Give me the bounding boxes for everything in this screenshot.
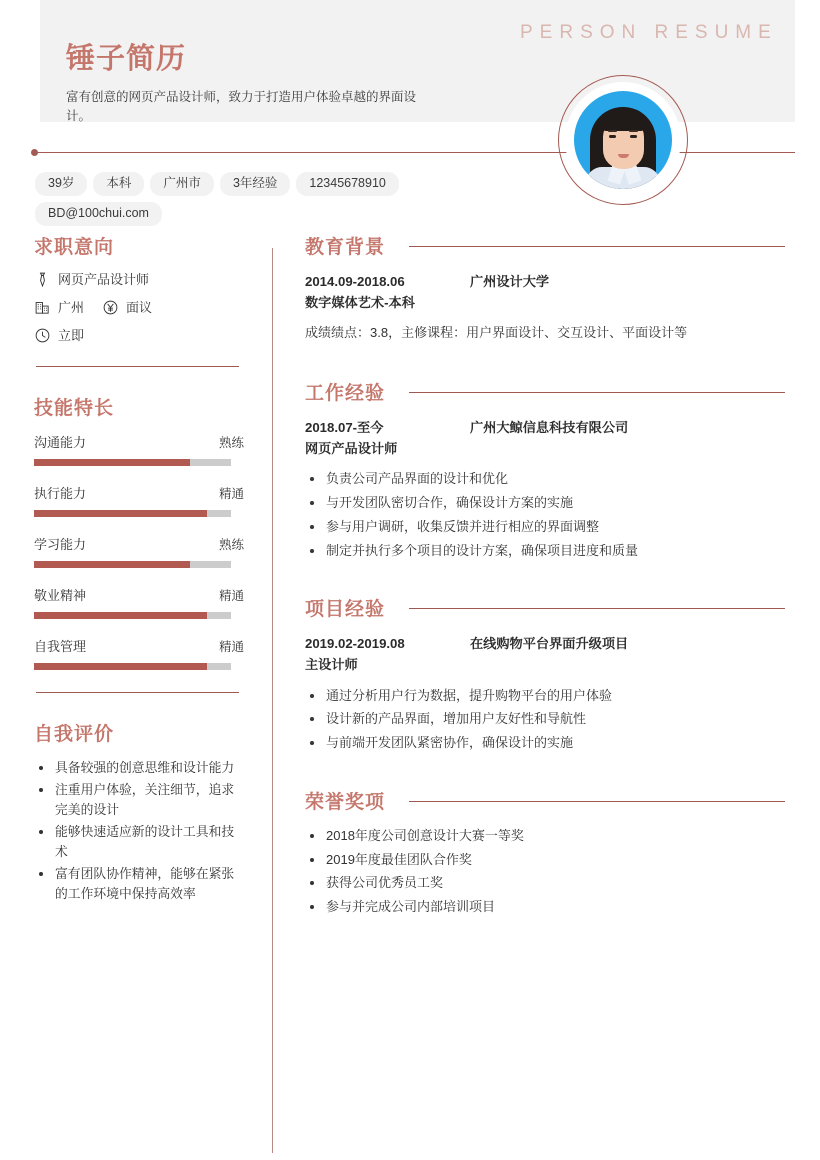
work-duty-list [305,469,785,560]
info-tag-city: 广州市 [150,172,214,196]
yen-icon [102,299,119,316]
intent-availability-row [34,327,244,344]
info-tag-list [35,172,465,232]
skill-bar-fill [34,510,207,517]
list-item: 通过分析用户行为数据，提升购物平台的用户体验 [305,686,785,706]
skill-level: 精通 [218,640,244,654]
education-date: 2014.09-2018.06 [305,274,405,289]
info-tag-degree: 本科 [93,172,144,196]
intent-position-label: 网页产品设计师 [58,272,150,287]
intent-salary-label: 面议 [126,300,153,315]
awards-list [305,826,785,917]
education-major: 数字媒体艺术-本科 [305,295,415,311]
section-job-intent [34,232,244,367]
skill-row [34,534,244,553]
skill-level: 精通 [218,487,244,501]
list-item: 2019年度最佳团队合作奖 [305,850,785,870]
list-item: 富有团队协作精神，能够在紧张的工作环境中保持高效率 [34,864,244,903]
left-divider-2 [36,692,239,693]
list-item: 参与用户调研，收集反馈并进行相应的界面调整 [305,517,785,537]
work-entry-row [305,417,785,438]
awards-header-line [409,801,785,802]
clock-icon [34,327,51,344]
skill-item [34,585,244,619]
skill-bar-track [34,510,231,517]
building-icon [34,299,51,316]
info-tag-email: BD@100chui.com [35,202,162,226]
skill-row [34,483,244,502]
work-date: 2018.07-至今 [305,420,384,436]
skill-item [34,432,244,466]
resume-header [0,0,820,232]
project-date: 2019.02-2019.08 [305,636,405,652]
skill-bar-track [34,663,231,670]
skill-name: 执行能力 [34,486,87,501]
project-header [305,594,785,621]
section-project-experience [305,594,785,753]
section-self-evaluation [34,719,244,903]
section-title-job-intent: 求职意向 [34,237,115,258]
avatar-eye-right [630,135,637,138]
project-name: 在线购物平台界面升级项目 [470,636,629,652]
skill-row [34,585,244,604]
skill-bar-track [34,459,231,466]
list-item: 注重用户体验，关注细节，追求完美的设计 [34,780,244,819]
list-item: 设计新的产品界面，增加用户友好性和导航性 [305,709,785,729]
avatar [558,75,688,205]
right-column [305,232,785,951]
skill-name: 自我管理 [34,639,87,654]
list-item: 与开发团队密切合作，确保设计方案的实施 [305,493,785,513]
skill-level: 精通 [218,589,244,603]
section-education [305,232,785,344]
info-tag-phone: 12345678910 [296,172,398,196]
list-item: 具备较强的创意思维和设计能力 [34,758,244,777]
page-title: 锤子简历 [66,43,187,75]
skill-name: 学习能力 [34,537,87,552]
project-role: 主设计师 [305,657,358,673]
skill-bar-fill [34,663,207,670]
education-school: 广州设计大学 [470,274,550,289]
project-duty-list [305,686,785,753]
skill-bar-track [34,561,231,568]
info-tag-experience: 3年经验 [220,172,290,196]
awards-header [305,787,785,814]
section-title-education: 教育背景 [305,237,386,258]
section-title-self-evaluation: 自我评价 [34,724,115,745]
skill-bar-fill [34,459,190,466]
section-title-project: 项目经验 [305,599,386,621]
work-role: 网页产品设计师 [305,441,398,457]
section-title-work: 工作经验 [305,383,386,405]
section-awards [305,787,785,917]
list-item: 与前端开发团队紧密协作，确保设计的实施 [305,733,785,753]
work-header-line [409,392,785,393]
skill-level: 熟练 [218,538,244,552]
section-title-awards: 荣誉奖项 [305,791,386,813]
skill-item [34,534,244,568]
list-item: 获得公司优秀员工奖 [305,873,785,893]
intent-city-salary-row [34,299,244,316]
section-skills [34,393,244,693]
skill-row [34,432,244,451]
intent-city-label: 广州 [58,300,85,315]
avatar-brow-right [629,130,638,132]
list-item: 2018年度公司创意设计大赛一等奖 [305,826,785,846]
list-item: 负责公司产品界面的设计和优化 [305,469,785,489]
section-title-skills: 技能特长 [34,398,115,419]
avatar-photo [574,91,672,189]
intent-position-row [34,271,244,288]
avatar-brow-left [608,130,617,132]
intent-availability-label: 立即 [58,328,85,343]
avatar-inner-frame [565,82,681,198]
list-item: 制定并执行多个项目的设计方案，确保项目进度和质量 [305,541,785,561]
left-column [34,232,244,906]
work-company: 广州大鲸信息科技有限公司 [470,420,629,436]
info-tag-age: 39岁 [35,172,87,196]
avatar-eye-left [609,135,616,138]
skill-item [34,483,244,517]
column-divider [272,248,273,1153]
skill-bar-fill [34,561,190,568]
skill-row [34,636,244,655]
necktie-icon [34,271,51,288]
avatar-fringe [600,109,647,131]
header-tagline: 富有创意的网页产品设计师，致力于打造用户体验卓越的界面设计。 [66,90,417,124]
watermark-title: PERSON RESUME [520,22,778,43]
education-entry-row [305,271,785,292]
project-header-line [409,608,785,609]
project-entry-row [305,633,785,654]
skill-bar-fill [34,612,207,619]
education-header-line [409,246,785,247]
education-header [305,232,785,259]
left-divider-1 [36,366,239,367]
skill-bar-track [34,612,231,619]
skill-item [34,636,244,670]
skill-list [34,432,244,670]
education-note: 成绩绩点：3.8，主修课程：用户界面设计、交互设计、平面设计等 [305,325,688,341]
list-item: 参与并完成公司内部培训项目 [305,897,785,917]
section-work-experience [305,378,785,560]
list-item: 能够快速适应新的设计工具和技术 [34,822,244,861]
skill-level: 熟练 [218,436,244,450]
work-header [305,378,785,405]
self-evaluation-list [34,758,244,903]
skill-name: 敬业精神 [34,588,87,603]
skill-name: 沟通能力 [34,435,87,450]
